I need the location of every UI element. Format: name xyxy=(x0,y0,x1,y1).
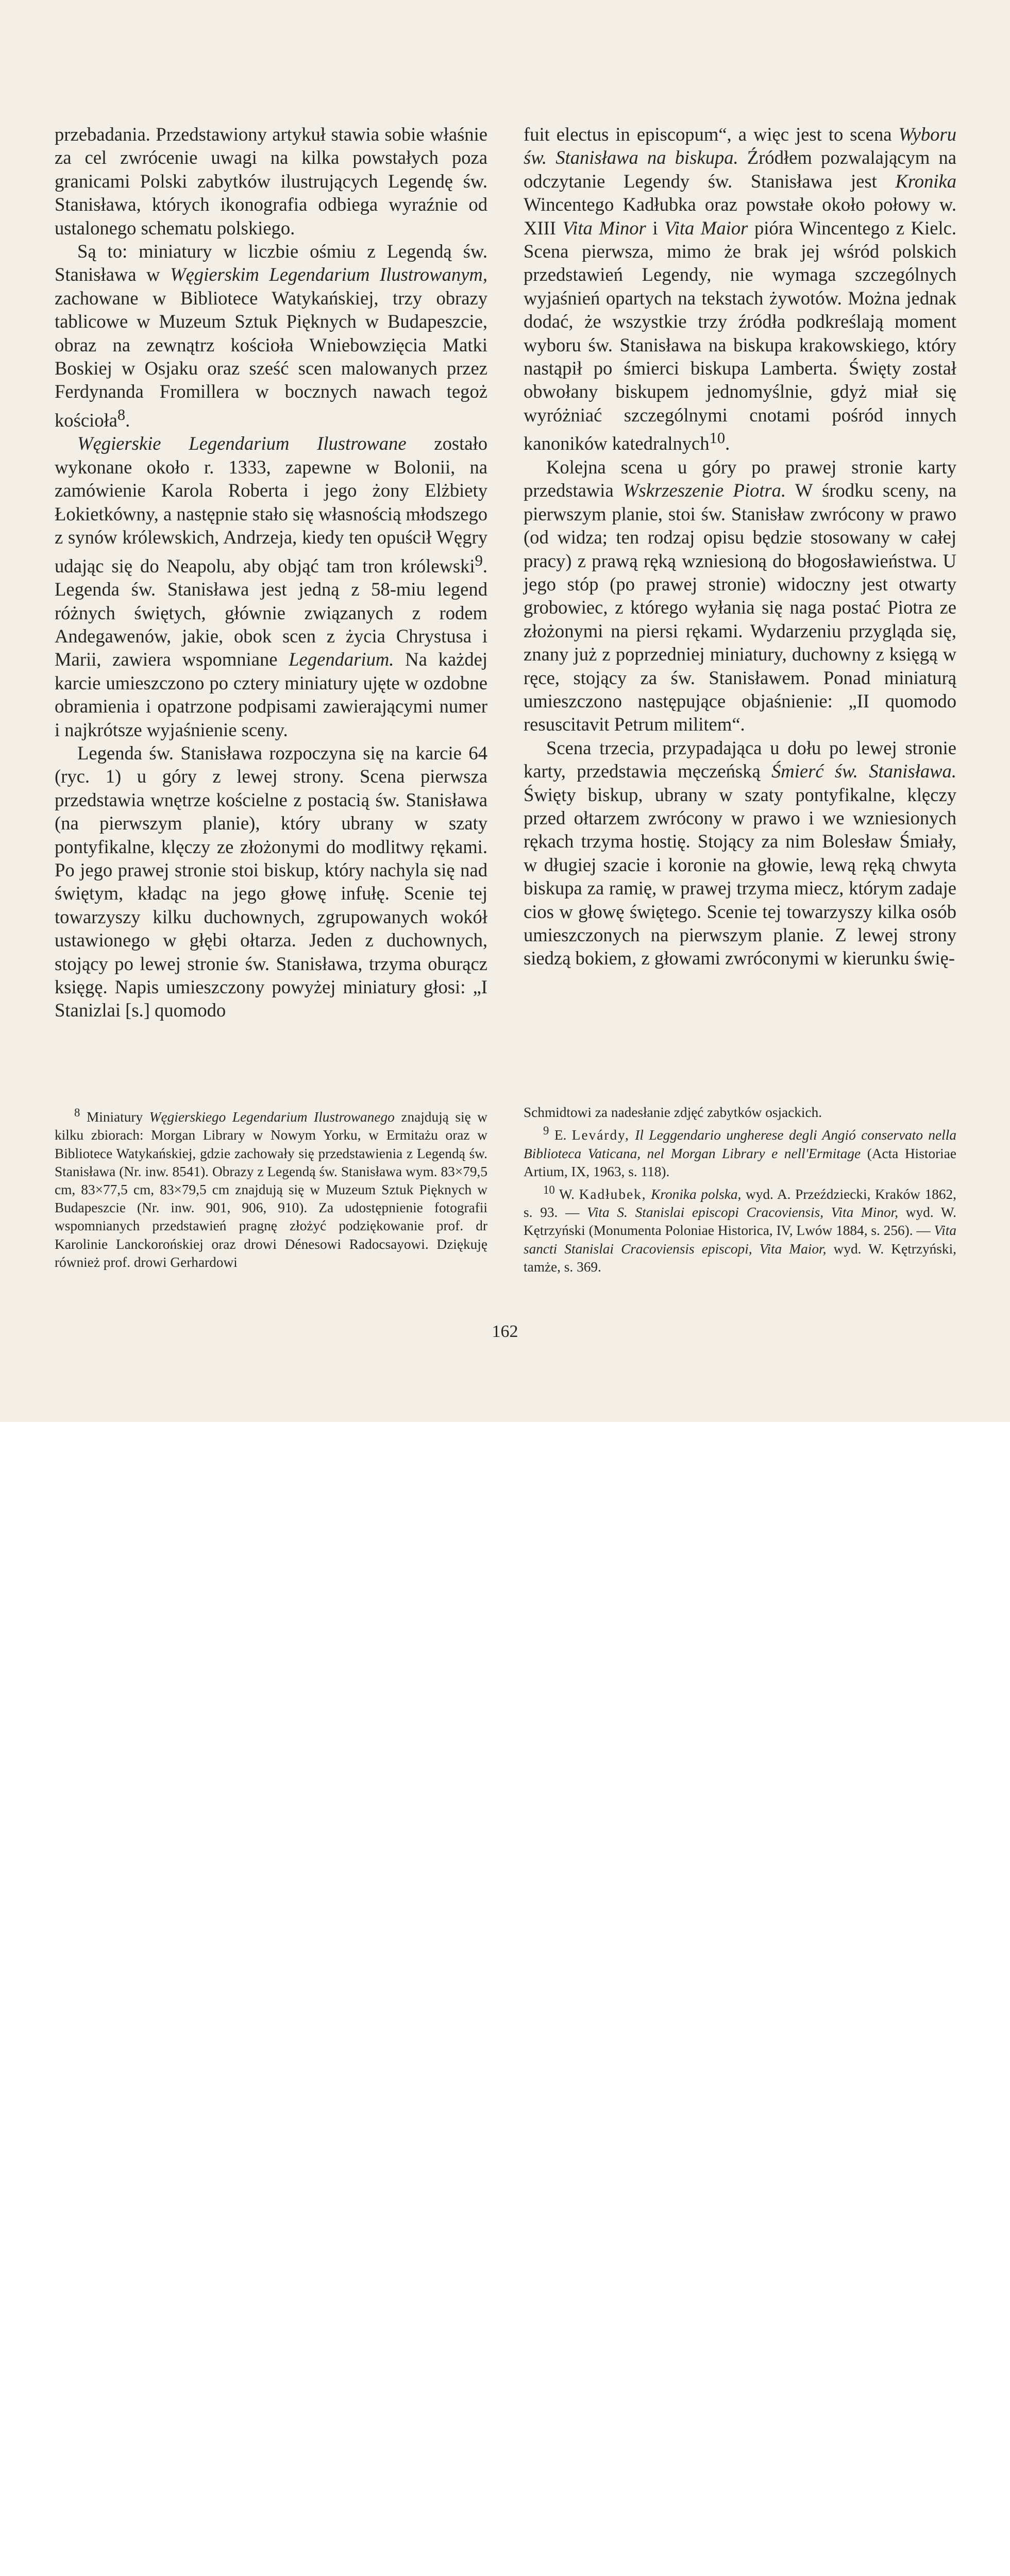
footnote-10: $^{10}$ W. Kadłubek, Kronika polska, wyd. A. Przeździecki, Kraków 1862, s. 93. — Vita S. Stanislai episcopi Cracoviensis, Vita Minor, wyd. W. Kętrzyński (Monumenta Poloniae Historica, IV, Lwów 1884, s. 256). — Vita sancti Stanislai Cracoviensis episcopi, Vita Maior, wyd. W. Kętrzyński, tamże, s. 369. xyxy=(524,1183,956,1275)
footnote-8: $^8$ Miniatury Węgierskiego Legendarium Ilustrowanego znajdują się w kilku zbiorach: Morgan Library w Nowym Yorku, w Ermitażu oraz w Bibliotece Watykańskiej, gdzie zachowały się przedstawienia z Legendą św. Stanisława (Nr. inw. 8541). Obrazy z Legendą św. Stanisława wym. 83×79,5 cm, 83×77,5 cm, 83×79,5 cm znajdują się w Muzeum Sztuk Pięknych w Budapeszcie (Nr. inw. 901, 906, 910). Za udostępnienie fotografii wspomnianych przedstawień pragnę złożyć podziękowanie prof. dr Karolinie Lanckorońskiej oraz drowi Dénesowi Radocsayowi. Dziękuję również prof. drowi Gerhardowi xyxy=(55,1106,488,1270)
paragraph: Legenda św. Stanisława rozpoczyna się na karcie 64 (ryc. 1) u góry z lewej strony. Scena pierwsza przedstawia wnętrze kościelne z postacią św. Stanisława (na pierwszym planie), który ubrany w szaty pontyfikalne, klęczy ze złożonymi do modlitwy rękami. Po jego prawej stronie stoi biskup, który nachyla się nad świętym, kładąc na jego głowę infułę. Scenie tej towarzyszy kilku duchownych, zgrupowanych wokół ustawionego w głębi ołtarza. Jeden z duchownych, stojący po lewej stronie św. Stanisława, trzyma oburącz księgę. Napis umieszczony powyżej miniatury głosi: „I Stanizlai [s.] quomodo xyxy=(55,742,487,1021)
footnote-8-continued: Schmidtowi za nadesłanie zdjęć zabytków osjackich. xyxy=(524,1105,822,1120)
paragraph: Scena trzecia, przypadająca u dołu po lewej stronie karty, przedstawia męczeńską Śmierć św. Stanisława. Święty biskup, ubrany w szaty pontyfikalne, klęczy przed ołtarzem zwrócony w prawo i we wzniesionych rękach trzyma hostię. Stojący za nim Bolesław Śmiały, w długiej szacie i koronie na głowie, lewą ręką chwyta biskupa za ramię, w prawej trzyma miecz, którym zadaje cios w głowę świętego. Scenie tej towarzyszy kilka osób umieszczonych na pierwszym planie. Z lewej strony siedzą bokiem, z głowami zwróconymi w kierunku świę- xyxy=(524,737,956,969)
paragraph: fuit electus in episcopum“, a więc jest to scena Wyboru św. Stanisława na biskupa. Źródłem pozwalającym na odczytanie Legendy św. Stanisława jest Kronika Wincentego Kadłubka oraz powstałe około połowy w. XIII Vita Minor i Vita Maior pióra Wincentego z Kielc. Scena pierwsza, mimo że brak jej wśród polskich przedstawień Legendy, nie wymaga szczególnych wyjaśnień opartych na tekstach żywotów. Można jednak dodać, że wszystkie trzy źródła podkreślają moment wyboru św. Stanisława na biskupa krakowskiego, który nastąpił po śmierci biskupa Lamberta. Święty został obwołany biskupem jednomyślnie, gdyż miał się wyróżniać szczególnymi cnotami pośród innych kanoników katedralnych$^{10}$. xyxy=(524,124,956,454)
paragraph: przebadania. Przedstawiony artykuł stawia sobie właśnie za cel zwrócenie uwagi na kilka powstałych poza granicami Polski zabytków ilustrujących Legendę św. Stanisława, których ikonografia odbiega wyraźnie od ustalonego schematu polskiego. xyxy=(55,124,487,239)
paragraph: Kolejna scena u góry po prawej stronie karty przedstawia Wskrzeszenie Piotra. W środku sceny, na pierwszym planie, stoi św. Stanisław zwrócony w prawo (od widza; ten rodzaj opisu będzie stosowany w całej pracy) z prawą ręką wzniesioną do błogosławieństwa. U jego stóp (po prawej stronie) widoczny jest otwarty grobowiec, z którego wyłania się naga postać Piotra ze złożonymi na piersi rękami. Wydarzeniu przygląda się, znany już z poprzedniej miniatury, duchowny z księgą w ręce, stojący za św. Stanisławem. Ponad miniaturą umieszczono następujące objaśnienie: „II quomodo resuscitavit Petrum militem“. xyxy=(524,456,956,735)
page-number: 162 xyxy=(492,1322,518,1341)
right-column xyxy=(524,123,956,970)
left-column xyxy=(55,123,487,1022)
paragraph: Węgierskie Legendarium Ilustrowane zostało wykonane około r. 1333, zapewne w Bolonii, na zamówienie Karola Roberta i jego żony Elżbiety Łokietkówny, a następnie stało się własnością młodszego z synów królewskich, Andrzeja, kiedy ten opuścił Węgry udając się do Neapolu, aby objąć tam tron królewski$^9$. Legenda św. Stanisława jest jedną z 58-miu legend różnych świętych, głównie związanych z rodem Andegawenów, jakie, obok scen z życia Chrystusa i Marii, zawiera wspomniane Legendarium. Na każdej karcie umieszczono po cztery miniatury ujęte w ozdobne obramienia i opatrzone podpisami zawierającymi numer i najkrótsze wyjaśnienie sceny. xyxy=(55,433,488,740)
footer-bar xyxy=(0,1422,1010,1527)
paragraph: Są to: miniatury w liczbie ośmiu z Legendą św. Stanisława w Węgierskim Legendarium Ilustrowanym, zachowane w Bibliotece Watykańskiej, trzy obrazy tablicowe w Muzeum Sztuk Pięknych w Budapeszcie, obraz na zewnątrz kościoła Wniebowzięcia Matki Boskiej w Osjaku oraz sześć scen malowanych przez Ferdynanda Fromillera w bocznych nawach tegoż kościoła$^8$. xyxy=(55,241,487,431)
footnotes-right xyxy=(524,1104,956,1276)
footnote-ref: 10 xyxy=(709,429,726,447)
footnote-ref: 8 xyxy=(117,405,126,423)
footnote-ref: 9 xyxy=(475,551,483,569)
footnote-9: $^9$ E. Levárdy, Il Leggendario ungherese degli Angió conservato nella Biblioteca Vaticana, nel Morgan Library e nell'Ermitage (Acta Historiae Artium, IX, 1963, s. 118). xyxy=(524,1124,957,1179)
footnotes-left xyxy=(55,1104,487,1272)
